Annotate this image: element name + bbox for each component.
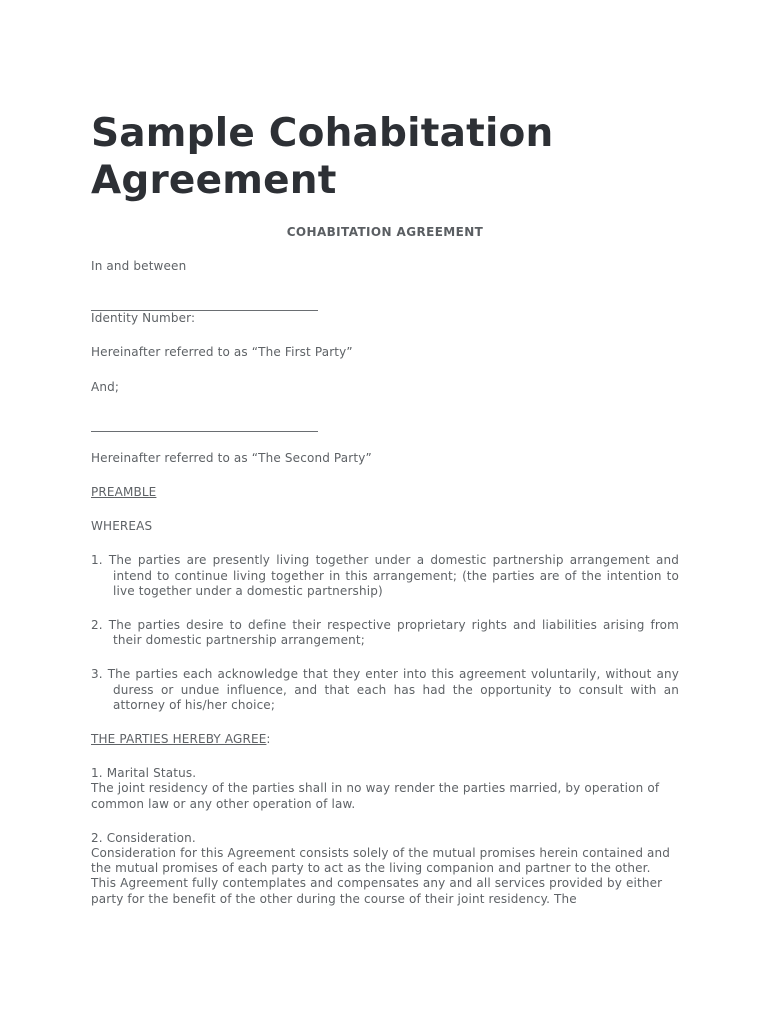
recital-2: 2. The parties desire to define their respective proprietary rights and liabilities arising from their domestic partnership arrangement; (91, 618, 679, 648)
agree-heading-line (91, 732, 679, 747)
clause-2-heading: 2. Consideration. (91, 830, 196, 845)
and-text: And; (91, 379, 120, 394)
clause-1-heading: 1. Marital Status. (91, 766, 197, 781)
agreement-heading: COHABITATION AGREEMENT (286, 225, 484, 239)
clause-2-text: Consideration for this Agreement consists solely of the mutual promises herein contained and the mutual promises of each party to act as the living companion and partner to the other. This Agreement fully contemplates and compensates any and all services provided by either party for the benefit of the other during the course of their joint residency. The (91, 846, 671, 906)
document-title: Sample Cohabitation Agreement (91, 111, 554, 203)
document-body (91, 259, 679, 907)
preamble-heading: PREAMBLE (91, 485, 157, 500)
document-page (91, 110, 679, 907)
in-and-between-text: In and between (91, 259, 187, 273)
second-party-reference: Hereinafter referred to as “The Second Party” (91, 450, 372, 465)
second-party-signature-line (91, 421, 318, 432)
recital-1: 1. The parties are presently living together under a domestic partnership arrangement and intend to continue living together in this arrangement; (the parties are of the intention to live together under a domestic partnership) (91, 553, 679, 598)
recital-3: 3. The parties each acknowledge that they enter into this agreement voluntarily, without any duress or undue influence, and that each has had the opportunity to consult with an attorney of his/her choice; (91, 667, 679, 712)
first-party-reference: Hereinafter referred to as “The First Party” (91, 345, 353, 360)
agree-heading: THE PARTIES HEREBY AGREE (91, 732, 267, 747)
clause-1-text: The joint residency of the parties shall in no way render the parties married, by operation of common law or any other operation of law. (91, 781, 660, 811)
first-party-signature-line (91, 300, 318, 311)
whereas-text: WHEREAS (91, 519, 153, 534)
identity-number-label: Identity Number: (91, 311, 196, 326)
clause-1 (91, 766, 679, 812)
agree-heading-colon: : (266, 732, 271, 747)
clause-2 (91, 831, 679, 907)
